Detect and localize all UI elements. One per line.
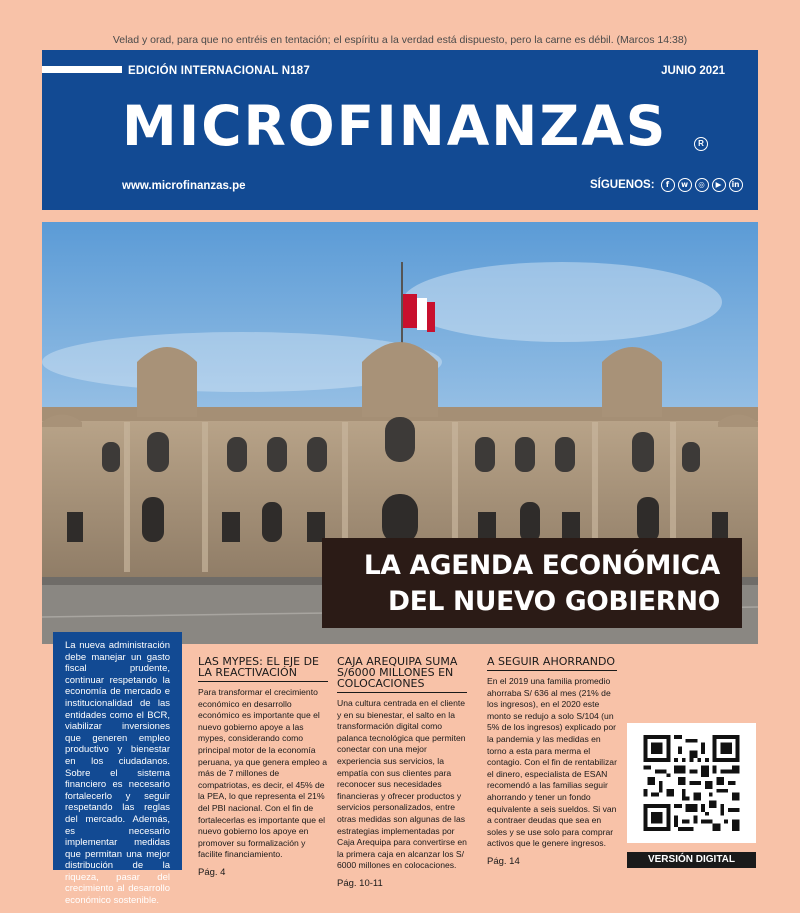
digital-version-label: VERSIÓN DIGITAL: [627, 852, 756, 868]
title-divider: [198, 681, 328, 682]
headline-line-2: DEL NUEVO GOBIERNO: [388, 586, 720, 617]
article-page-ref: Pág. 10-11: [337, 877, 383, 889]
bible-quote: Velad y orad, para que no entréis en tentación; el espíritu a la verdad está dispuesto, pero la carne es débil. (Marcos 14:38): [112, 34, 688, 46]
article-title: LAS MYPES: EL EJE DE LA REACTIVACIÓN: [198, 655, 319, 679]
whatsapp-icon[interactable]: w: [678, 178, 692, 192]
article-body: En el 2019 una familia promedio ahorraba S/ 636 al mes (21% de los ingresos), en el 2020 este monto se redujo a solo S/104 (un 5% de los ingresos) explicado por la pandemia y las medidas en torno a esta para merma el contagio. Con el fin de rentabilizar el dinero, especialista de ESAN recomendó a las familias seguir ahorrando y tener un fondo equivalente a seis sueldos. Si van a contraer deudas que sea en soles y se use solo para comprar activos que le genere ingresos.: [487, 676, 617, 849]
title-divider: [337, 692, 467, 693]
instagram-icon[interactable]: ◎: [695, 178, 709, 192]
facebook-icon[interactable]: f: [661, 178, 675, 192]
masthead-accent-bar: [42, 66, 122, 73]
linkedin-icon[interactable]: in: [729, 178, 743, 192]
article-body: Para transformar el crecimiento económico en desarrollo económico es importante que el nuevo gobierno apoye a las mypes, considerando como principal motor de la economía peruana, ya que genera empleo a más de 7 millones de compatriotas, es decir, el 45% de la PEA, lo que representa el 21% del PBI nacional. Con el fin de fortalecerlas es importante que el nuevo gobierno los apoye en promover su formalización y facilite financiamiento.: [198, 687, 328, 860]
headline-line-1: LA AGENDA ECONÓMICA: [363, 550, 720, 581]
website-link[interactable]: www.microfinanzas.pe: [122, 180, 246, 192]
article-caja-arequipa[interactable]: [337, 656, 467, 890]
issue-date: JUNIO 2021: [661, 65, 725, 77]
intro-summary-box: La nueva administración debe manejar un gasto fiscal prudente, continuar respetando la economía de mercado e institucionalidad de las entidades como el BCR, viabilizar inversiones que generen empleo productivo y bienestar en los ciudadanos. Sobre el sistema financiero es necesario fortalecerlo y seguir respetando las reglas del mercado. Además, es necesario implementar medidas que permitan una mejor distribución de la riqueza, pasar del crecimiento al desarrollo económico sostenible.: [53, 632, 182, 870]
qr-code-icon: [643, 735, 740, 831]
article-title: A SEGUIR AHORRANDO: [487, 655, 616, 668]
article-page-ref: Pág. 14: [487, 855, 520, 867]
article-body: Una cultura centrada en el cliente y en su bienestar, el salto en la transformación digital como palanca tecnológica que permiten conectar con una mejor experiencia sus servicios, la empatía con sus clientes para reconocer sus necesidades financieras y ofrecer productos y servicios personalizados, entre otras medidas son algunas de las estrategias implementadas por Caja Arequipa para convertirse en la primera caja en alcanzar los S/ 6000 millones en colocaciones.: [337, 698, 467, 871]
publication-logo: MICROFINANZAS: [122, 94, 668, 158]
article-mypes[interactable]: [198, 656, 328, 879]
title-divider: [487, 670, 617, 671]
registered-mark-icon: R: [694, 137, 708, 151]
article-ahorro[interactable]: [487, 656, 617, 868]
social-links: [590, 178, 743, 192]
cover-headline: [322, 538, 742, 628]
edition-number: EDICIÓN INTERNACIONAL N187: [128, 65, 310, 77]
youtube-icon[interactable]: ▶: [712, 178, 726, 192]
qr-code[interactable]: [627, 723, 756, 843]
article-title: CAJA AREQUIPA SUMA S/6000 MILLONES EN COLOCACIONES: [337, 655, 458, 690]
article-page-ref: Pág. 4: [198, 866, 226, 878]
social-label: SÍGUENOS:: [590, 179, 655, 191]
